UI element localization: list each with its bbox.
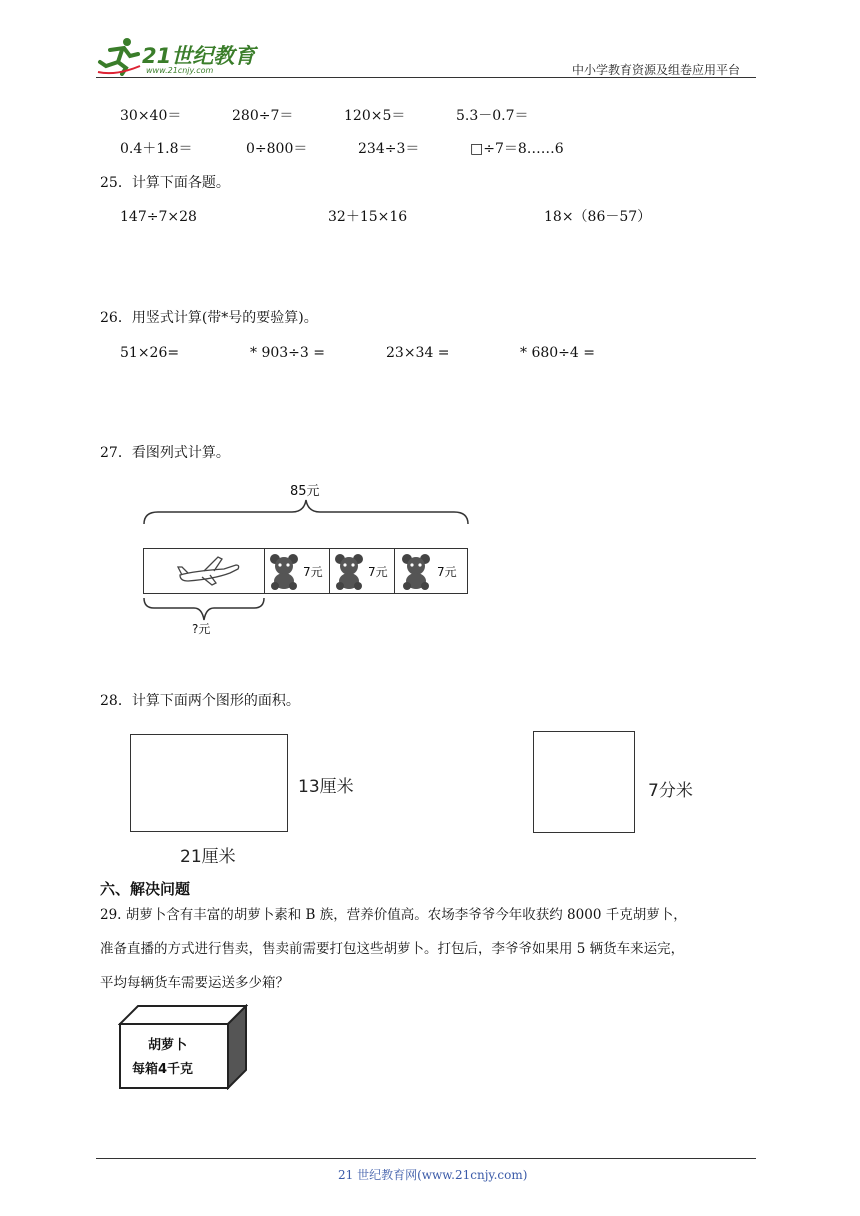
unknown-price-label: ?元 — [192, 622, 211, 636]
teddy-bear-icon — [399, 552, 433, 590]
runner-logo-icon — [96, 36, 142, 76]
calc-item: □÷7＝8……6 — [470, 141, 564, 157]
section-6-title: 六、解决问题 — [100, 880, 191, 898]
logo — [96, 36, 266, 78]
footer-text: 21 世纪教育网(www.21cnjy.com) — [338, 1168, 528, 1182]
rectangle-shape — [130, 734, 288, 832]
q26-item: 23×34 = — [386, 345, 450, 361]
bear-cell — [264, 548, 329, 594]
calc-item: 30×40＝ — [120, 108, 182, 124]
q29-line: 准备直播的方式进行售卖，售卖前需要打包这些胡萝卜。打包后，李爷爷如果用 5 辆货车来运完， — [100, 941, 685, 957]
top-brace-icon — [142, 498, 472, 526]
q27-diagram — [140, 478, 480, 638]
teddy-bear-icon — [267, 552, 301, 590]
calc-item: 5.3－0.7＝ — [456, 108, 529, 124]
plane-cell — [143, 548, 264, 594]
bear-price-label: 7元 — [437, 565, 457, 579]
logo-text: 21世纪教育 — [142, 44, 256, 68]
q29-line: 29. 胡萝卜含有丰富的胡萝卜素和 B 族，营养价值高。农场李爷爷今年收获约 8000 千克胡萝卜， — [100, 907, 687, 923]
calc-item: 0.4＋1.8＝ — [120, 141, 193, 157]
question-25-title: 25．计算下面各题。 — [100, 175, 230, 191]
carrot-crate — [118, 1004, 248, 1090]
footer-divider — [96, 1158, 756, 1159]
q25-item: 32＋15×16 — [328, 209, 408, 225]
logo-url: www.21cnjy.com — [146, 66, 214, 75]
calc-item: 280÷7＝ — [232, 108, 294, 124]
bear-price-label: 7元 — [303, 565, 323, 579]
teddy-bear-icon — [332, 552, 366, 590]
q26-item: * 903÷3 = — [250, 345, 325, 361]
airplane-icon — [174, 553, 244, 589]
bear-cell — [394, 548, 468, 594]
question-27-title: 27．看图列式计算。 — [100, 445, 230, 461]
q25-item: 147÷7×28 — [120, 209, 197, 225]
q26-item: * 680÷4 = — [520, 345, 595, 361]
crate-label-line2: 每箱4千克 — [132, 1062, 194, 1077]
crate-label-line1: 胡萝卜 — [148, 1038, 188, 1053]
q25-item: 18×（86－57） — [544, 209, 652, 225]
calc-item: 120×5＝ — [344, 108, 406, 124]
bear-price-label: 7元 — [368, 565, 388, 579]
rect-width-label: 21厘米 — [180, 847, 236, 867]
square-shape — [533, 731, 635, 833]
total-price-label: 85元 — [290, 484, 320, 499]
header-divider — [96, 77, 756, 78]
q26-item: 51×26= — [120, 345, 180, 361]
bear-cell — [329, 548, 394, 594]
question-28-title: 28．计算下面两个图形的面积。 — [100, 693, 300, 709]
question-26-title: 26．用竖式计算(带*号的要验算)。 — [100, 310, 318, 326]
q29-line: 平均每辆货车需要运送多少箱？ — [100, 975, 289, 991]
square-side-label: 7分米 — [648, 781, 693, 801]
calc-item: 234÷3＝ — [358, 141, 420, 157]
rect-height-label: 13厘米 — [298, 777, 354, 797]
platform-title: 中小学教育资源及组卷应用平台 — [572, 63, 741, 77]
calc-item: 0÷800＝ — [246, 141, 308, 157]
